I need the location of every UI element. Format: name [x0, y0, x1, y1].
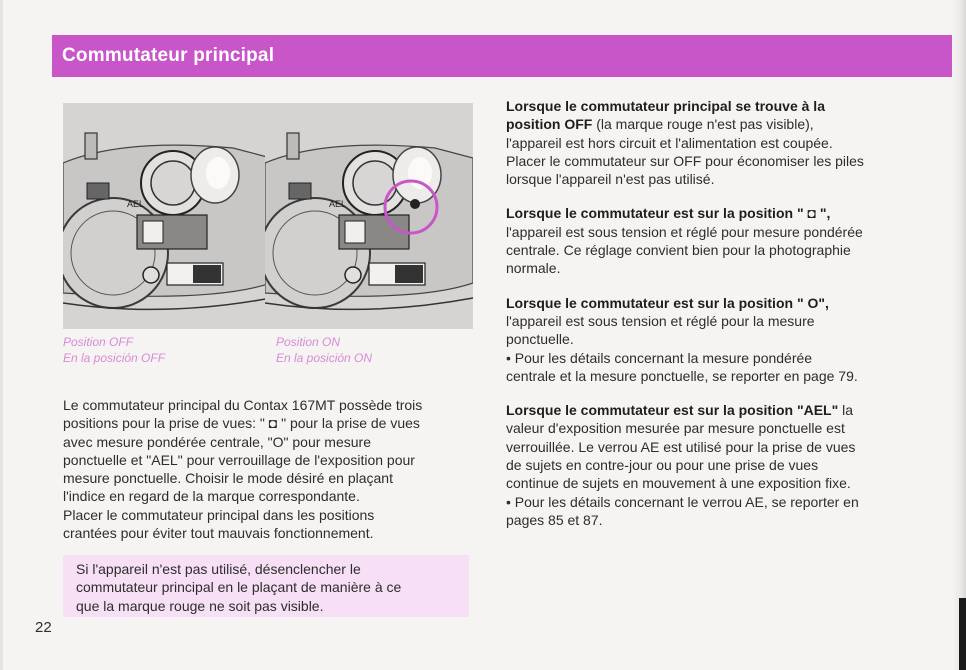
caption-off: [63, 334, 165, 366]
note-line: commutateur principal en le plaçant de manière à ce: [76, 579, 402, 596]
caption-on: [276, 334, 372, 366]
page-number: 22: [35, 619, 52, 636]
section-line: centrale. Ce réglage convient bien pour la photographie: [506, 242, 851, 259]
body-line: Le commutateur principal du Contax 167MT possède trois: [63, 397, 423, 413]
section-tail: (la marque rouge n'est pas visible),: [592, 116, 814, 133]
section-line: centrale et la mesure ponctuelle, se reporter en page 79.: [506, 367, 858, 384]
ael-label-on: AEL: [329, 199, 347, 209]
camera-illustration-off: [63, 103, 271, 329]
page-left-edge: [0, 0, 3, 670]
intro-paragraph: [63, 396, 473, 542]
section-spot: [506, 294, 914, 385]
section-tail: la: [838, 402, 854, 419]
section-line: ponctuelle.: [506, 331, 574, 348]
note-box: [63, 555, 469, 617]
section-header: [52, 35, 966, 77]
section-line: • Pour les détails concernant la mesure pondérée: [506, 349, 813, 366]
section-line: Placer le commutateur sur OFF pour économiser les piles: [506, 152, 864, 169]
section-line: lorsque l'appareil n'est pas utilisé.: [506, 171, 715, 188]
section-line: continue de sujets en mouvement à une exposition fixe.: [506, 475, 851, 492]
page-title: Commutateur principal: [62, 45, 275, 66]
body-line: Placer le commutateur principal dans les positions: [63, 506, 375, 523]
section-line: verrouillée. Le verrou AE est utilisé pour la prise de vues: [506, 438, 856, 455]
camera-photo-on: [265, 103, 473, 329]
section-line: • Pour les détails concernant le verrou AE, se reporter en: [506, 493, 859, 510]
camera-illustration-on: [265, 103, 473, 329]
section-line: l'appareil est sous tension et réglé pour la mesure: [506, 312, 815, 329]
right-column: [506, 97, 914, 545]
section-heading: position OFF: [506, 116, 593, 133]
ael-label-off: AEL: [127, 199, 145, 209]
section-line: valeur d'exposition mesurée par mesure ponctuelle est: [506, 420, 845, 437]
note-text: [76, 560, 458, 615]
section-center-weighted: [506, 204, 914, 277]
section-heading: Lorsque le commutateur est sur la position " O",: [506, 294, 829, 311]
section-line: normale.: [506, 260, 561, 277]
caption-on-fr: Position ON: [276, 335, 341, 349]
body-line: ponctuelle et "AEL" pour verrouillage de l'exposition pour: [63, 451, 415, 468]
section-line: pages 85 et 87.: [506, 511, 603, 528]
section-line: de sujets en contre-jour ou pour une prise de vues: [506, 457, 819, 474]
caption-off-fr: Position OFF: [63, 335, 134, 349]
section-heading: Lorsque le commutateur principal se trouve à la: [506, 98, 825, 114]
section-heading: Lorsque le commutateur est sur la position " ◘ ",: [506, 205, 831, 222]
section-heading: Lorsque le commutateur est sur la position "AEL": [506, 402, 839, 419]
body-line: crantées pour éviter tout mauvais fonctionnement.: [63, 525, 374, 542]
section-line: l'appareil est hors circuit et l'alimentation est coupée.: [506, 134, 833, 151]
body-line: mesure ponctuelle. Choisir le mode désiré en plaçant: [63, 470, 393, 487]
body-line: avec mesure pondérée centrale, "O" pour mesure: [63, 433, 371, 450]
caption-on-es: En la posición ON: [276, 351, 373, 365]
body-line: l'indice en regard de la marque correspondante.: [63, 488, 360, 505]
note-line: Si l'appareil n'est pas utilisé, désenclencher le: [76, 561, 361, 577]
note-line: que la marque rouge ne soit pas visible.: [76, 597, 324, 614]
caption-off-es: En la posición OFF: [63, 351, 166, 365]
body-line: positions pour la prise de vues: " ◘ " pour la prise de vues: [63, 415, 420, 432]
section-off: [506, 97, 914, 188]
section-ael: [506, 401, 914, 529]
page-spine: [952, 0, 966, 670]
section-line: l'appareil est sous tension et réglé pour mesure pondérée: [506, 223, 863, 240]
red-index-dot: [410, 199, 420, 209]
camera-photo-off: [63, 103, 271, 329]
spine-shadow: [959, 598, 966, 670]
